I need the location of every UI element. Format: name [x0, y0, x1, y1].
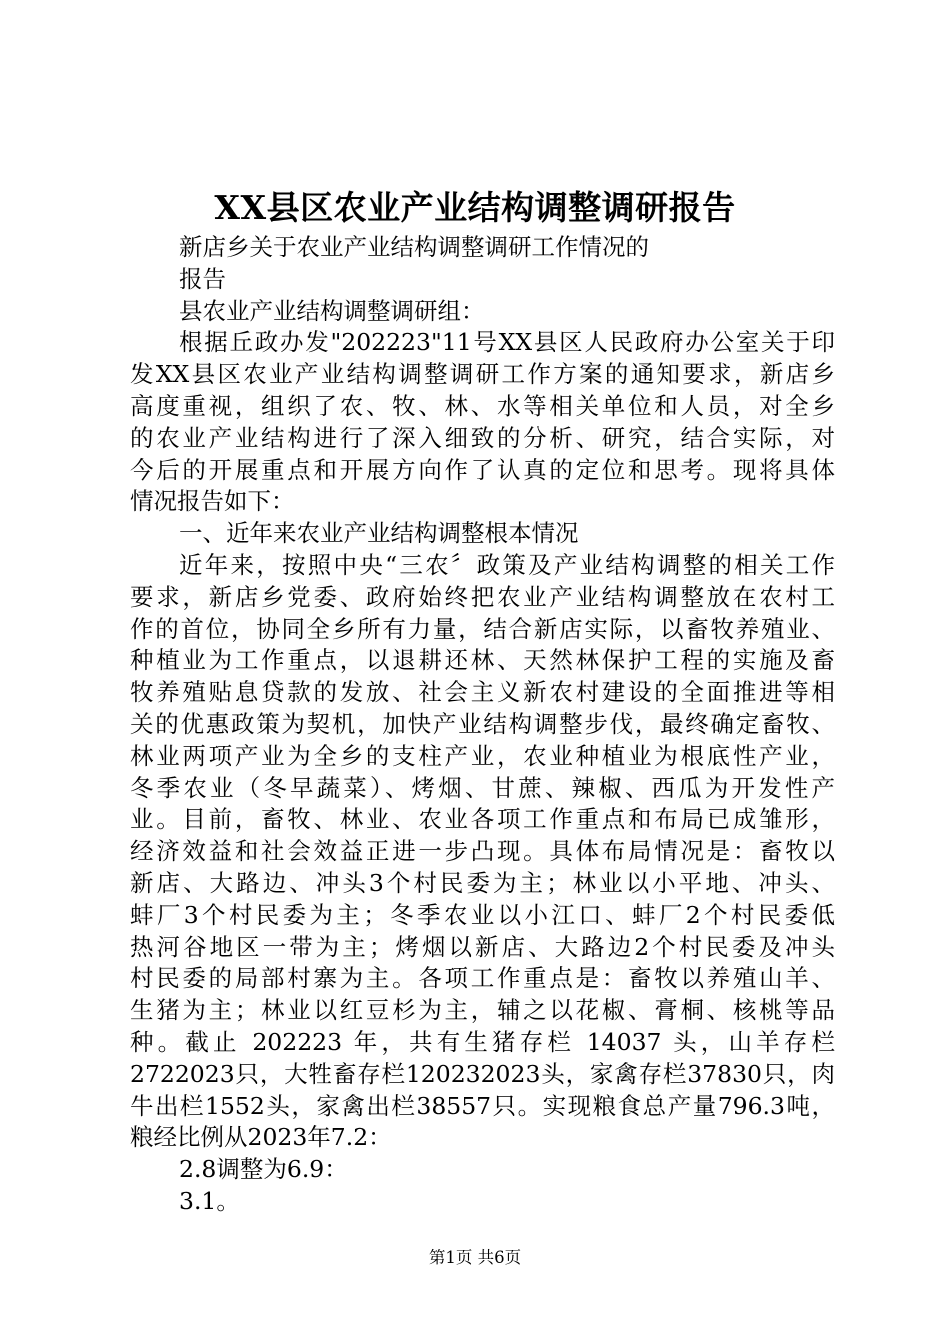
paragraph-line: 蚌厂3个村民委为主；冬季农业以小江口、蚌厂2个村民委低 [130, 900, 835, 929]
subtitle-line: 报告 [179, 264, 226, 293]
paragraph-line: 发XX县区农业产业结构调整调研工作方案的通知要求，新店乡 [130, 360, 835, 389]
paragraph-line: 2.8调整为6.9： [179, 1155, 348, 1184]
paragraph-line: 冬季农业（冬早蔬菜）、烤烟、甘蔗、辣椒、西瓜为开发性产 [130, 773, 835, 802]
paragraph-line: 作的首位，协同全乡所有力量，结合新店实际，以畜牧养殖业、 [130, 614, 835, 643]
salutation-line: 县农业产业结构调整调研组： [179, 296, 485, 325]
paragraph-line: 近年来，按照中央“三农〞政策及产业结构调整的相关工作 [179, 550, 835, 579]
page-number-footer: 第1页 共6页 [428, 1248, 522, 1267]
paragraph-line: 要求，新店乡党委、政府始终把农业产业结构调整放在农村工 [130, 582, 835, 611]
paragraph-line: 生猪为主；林业以红豆杉为主，辅之以花椒、膏桐、核桃等品 [130, 996, 835, 1025]
paragraph-line: 村民委的局部村寨为主。各项工作重点是：畜牧以养殖山羊、 [130, 964, 835, 993]
paragraph-line: 根据丘政办发"202223"11号XX县区人民政府办公室关于印 [179, 328, 835, 357]
document-body [130, 232, 835, 1218]
paragraph-line: 关的优惠政策为契机，加快产业结构调整步伐，最终确定畜牧、 [130, 709, 835, 738]
paragraph-line: 的农业产业结构进行了深入细致的分析、研究，结合实际，对 [130, 423, 835, 452]
paragraph-line: 热河谷地区一带为主；烤烟以新店、大路边2个村民委及冲头 [130, 932, 835, 961]
paragraph-line: 牧养殖贴息贷款的发放、社会主义新农村建设的全面推进等相 [130, 678, 835, 707]
paragraph-line: 情况报告如下： [130, 487, 295, 516]
paragraph-line: 今后的开展重点和开展方向作了认真的定位和思考。现将具体 [130, 455, 835, 484]
paragraph-line: 种植业为工作重点，以退耕还林、天然林保护工程的实施及畜 [130, 646, 835, 675]
paragraph-line: 3.1。 [179, 1186, 240, 1215]
paragraph-line: 业。目前，畜牧、林业、农业各项工作重点和布局已成雏形， [130, 805, 835, 834]
paragraph-line: 2722023只，大牲畜存栏120232023头，家禽存栏37830只，肉 [130, 1059, 835, 1088]
paragraph-line: 林业两项产业为全乡的支柱产业，农业种植业为根底性产业， [130, 741, 835, 770]
paragraph-line: 新店、大路边、冲头3个村民委为主；林业以小平地、冲头、 [130, 868, 835, 897]
paragraph-line: 经济效益和社会效益正进一步凸现。具体布局情况是：畜牧以 [130, 837, 835, 866]
subtitle-line: 新店乡关于农业产业结构调整调研工作情况的 [179, 233, 649, 261]
paragraph-line: 牛出栏1552头，家禽出栏38557只。实现粮食总产量796.3吨， [130, 1091, 835, 1120]
paragraph-line: 粮经比例从2023年7.2： [130, 1123, 392, 1152]
paragraph-line: 高度重视，组织了农、牧、林、水等相关单位和人员，对全乡 [130, 391, 835, 420]
section-heading: 一、近年来农业产业结构调整根本情况 [179, 519, 579, 548]
paragraph-line: 种。截止 202223 年，共有生猪存栏 14037 头，山羊存栏 [130, 1027, 835, 1056]
document-title: XX县区农业产业结构调整调研报告 [214, 188, 736, 227]
